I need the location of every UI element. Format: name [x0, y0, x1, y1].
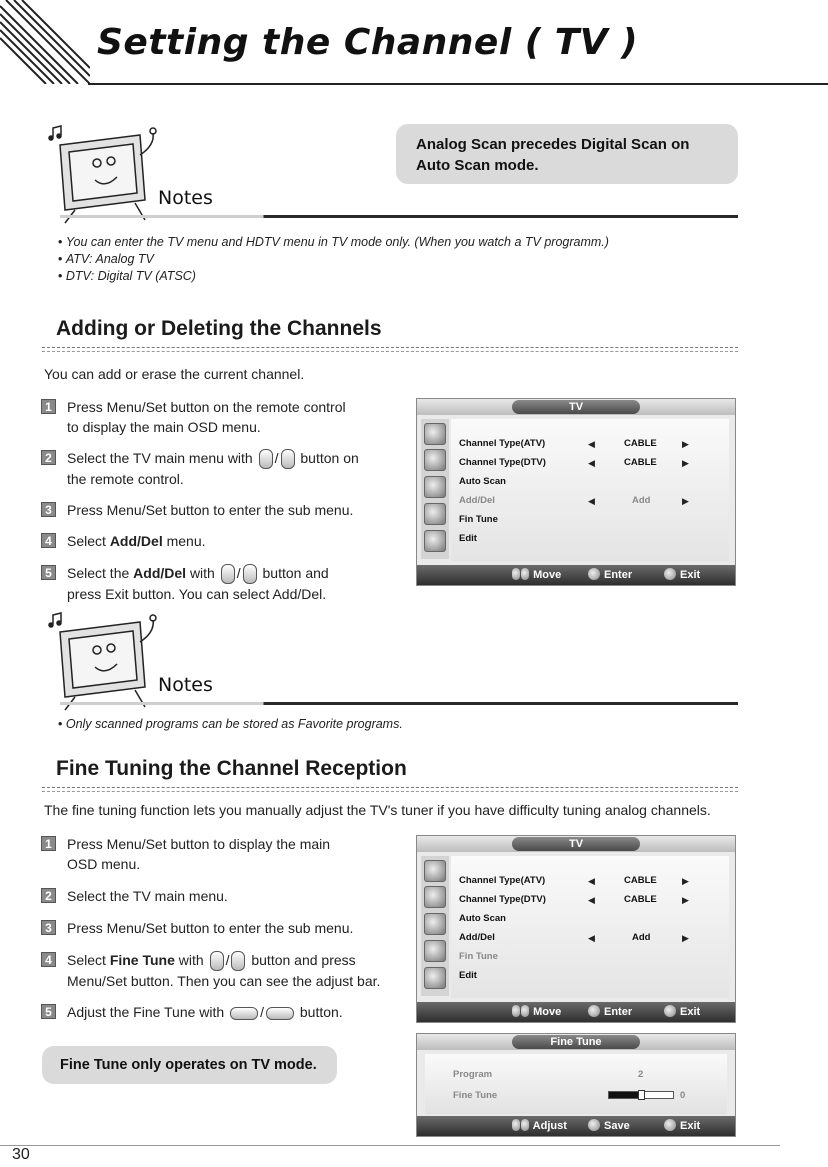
osd-row-fine-tune[interactable]: Fin Tune	[459, 951, 498, 962]
setup-menu-icon[interactable]	[424, 476, 446, 498]
right-arrow-icon: ▶	[682, 876, 689, 886]
header-rule	[88, 83, 828, 85]
step-number: 5	[41, 565, 56, 580]
step-text: Select the TV main menu.	[67, 888, 228, 904]
step-text: Select the TV main menu with	[67, 450, 253, 466]
sound-menu-icon[interactable]	[424, 886, 446, 908]
notes-bullets	[58, 234, 609, 285]
left-arrow-icon: ◀	[588, 458, 595, 468]
osd-row-channel-type-atv[interactable]: Channel Type(ATV)	[459, 875, 546, 886]
tv-mascot-illustration	[45, 125, 245, 225]
step-text: Press Menu/Set button on the remote control	[67, 399, 346, 415]
osd-value: Add	[632, 932, 651, 943]
osd-menu-body	[451, 419, 729, 561]
step-text: Adjust the Fine Tune with	[67, 1004, 225, 1020]
notes-label: Notes	[158, 187, 213, 209]
osd-footer-move: Move	[512, 568, 561, 581]
osd-footer	[417, 1116, 735, 1136]
osd-footer	[417, 565, 735, 585]
osd-row-fine-tune[interactable]: Fin Tune	[459, 514, 498, 525]
notes-divider	[60, 702, 738, 705]
tv-osd-menu	[416, 398, 736, 586]
fine-tune-value: 0	[680, 1090, 686, 1101]
step-text: with	[178, 952, 204, 968]
osd-tab: TV	[512, 400, 640, 414]
step-item	[41, 397, 381, 437]
left-arrow-icon: ◀	[588, 439, 595, 449]
step-text: Menu/Set button. Then you can see the adjust bar.	[67, 973, 381, 990]
step-number: 2	[41, 450, 56, 465]
down-button-icon	[231, 951, 245, 971]
fine-tune-body	[425, 1054, 727, 1114]
step-item	[41, 500, 381, 520]
page-title: Setting the Channel ( TV )	[97, 22, 639, 63]
picture-menu-icon[interactable]	[424, 423, 446, 445]
right-arrow-icon: ▶	[682, 458, 689, 468]
step-text: button.	[299, 1004, 343, 1020]
step-number: 2	[41, 888, 56, 903]
osd-row-channel-type-atv[interactable]: Channel Type(ATV)	[459, 438, 546, 449]
fine-tune-slider[interactable]	[608, 1091, 674, 1099]
step-number: 5	[41, 1004, 56, 1019]
osd-footer-enter: Enter	[588, 1005, 632, 1018]
osd-row-channel-type-dtv[interactable]: Channel Type(DTV)	[459, 457, 546, 468]
tv-mascot-illustration	[45, 612, 245, 712]
left-button-icon	[230, 1007, 258, 1020]
step-text: Press Menu/Set button to enter the sub menu.	[67, 920, 354, 936]
time-menu-icon[interactable]	[424, 940, 446, 962]
left-arrow-icon: ◀	[588, 933, 595, 943]
osd-value: CABLE	[624, 438, 657, 449]
osd-row-edit[interactable]: Edit	[459, 970, 477, 981]
fine-tune-slider-knob[interactable]	[638, 1090, 645, 1100]
osd-tab: TV	[512, 837, 640, 851]
osd-footer-save: Save	[588, 1119, 630, 1132]
osd-row-auto-scan[interactable]: Auto Scan	[459, 913, 506, 924]
osd-footer-move: Move	[512, 1005, 561, 1018]
step-bold-term: Add/Del	[109, 533, 163, 549]
footer-rule	[0, 1145, 780, 1146]
step-item	[41, 918, 391, 938]
step-separator: /	[274, 450, 279, 466]
osd-tab: Fine Tune	[512, 1035, 640, 1049]
osd-icon-column	[421, 856, 449, 996]
section-divider	[42, 347, 738, 352]
step-text: button and	[262, 565, 329, 581]
right-button-icon	[266, 1007, 294, 1020]
notes-callout: Analog Scan precedes Digital Scan on Auto Scan mode.	[396, 124, 738, 184]
left-arrow-icon: ◀	[588, 895, 595, 905]
section-intro: The fine tuning function lets you manually adjust the TV's tuner if you have difficulty tuning analog channels.	[44, 802, 711, 818]
fine-tune-callout: Fine Tune only operates on TV mode.	[42, 1046, 337, 1084]
step-text: Select	[67, 952, 106, 968]
step-separator: /	[236, 565, 241, 581]
step-separator: /	[225, 952, 230, 968]
note-bullet: • ATV: Analog TV	[58, 251, 609, 268]
step-number: 3	[41, 920, 56, 935]
osd-value: Add	[632, 495, 651, 506]
step-item	[41, 531, 381, 551]
osd-footer-exit: Exit	[664, 1005, 700, 1018]
osd-row-edit[interactable]: Edit	[459, 533, 477, 544]
step-text: Select the	[67, 565, 130, 581]
step-text: with	[189, 565, 215, 581]
osd-menu-body	[451, 856, 729, 998]
section-title-add-delete: Adding or Deleting the Channels	[56, 317, 382, 340]
program-value: 2	[638, 1069, 644, 1080]
step-text: to display the main OSD menu.	[67, 419, 261, 435]
program-label: Program	[453, 1069, 493, 1080]
osd-value: CABLE	[624, 457, 657, 468]
osd-title-bar	[417, 836, 735, 852]
header-hatch-decoration	[0, 0, 90, 84]
step-number: 4	[41, 533, 56, 548]
osd-row-add-del[interactable]: Add/Del	[459, 932, 495, 943]
osd-footer-enter: Enter	[588, 568, 632, 581]
osd-row-add-del[interactable]: Add/Del	[459, 495, 495, 506]
step-text: Press Menu/Set button to enter the sub menu.	[67, 502, 354, 518]
tv-menu-icon[interactable]	[424, 967, 446, 989]
step-number: 3	[41, 502, 56, 517]
left-arrow-icon: ◀	[588, 496, 595, 506]
up-button-icon	[221, 564, 235, 584]
step-bold-term: Fine Tune	[109, 952, 175, 968]
step-item	[41, 950, 391, 990]
osd-title-bar	[417, 1034, 735, 1050]
picture-menu-icon[interactable]	[424, 860, 446, 882]
setup-menu-icon[interactable]	[424, 913, 446, 935]
osd-icon-column	[421, 419, 449, 559]
tv-menu-icon[interactable]	[424, 530, 446, 552]
step-separator: /	[260, 1004, 264, 1020]
step-number: 1	[41, 836, 56, 851]
step-text: OSD menu.	[67, 856, 141, 872]
fine-tune-slider-fill	[609, 1092, 641, 1098]
step-text: Press Menu/Set button to display the main	[67, 836, 331, 852]
note-bullet: • DTV: Digital TV (ATSC)	[58, 268, 609, 285]
up-button-icon	[210, 951, 224, 971]
osd-footer-exit: Exit	[664, 568, 700, 581]
step-text: press Exit button. You can select Add/Del.	[67, 586, 327, 603]
step-item	[41, 1002, 391, 1022]
section-divider	[42, 787, 738, 792]
fine-tune-osd	[416, 1033, 736, 1137]
step-text: Select	[67, 533, 106, 549]
osd-title-bar	[417, 399, 735, 415]
osd-value: CABLE	[624, 875, 657, 886]
step-text: button on	[300, 450, 359, 466]
step-text: button and press	[251, 952, 356, 968]
step-item	[41, 886, 391, 906]
osd-row-auto-scan[interactable]: Auto Scan	[459, 476, 506, 487]
step-item	[41, 563, 381, 603]
down-button-icon	[281, 449, 295, 469]
osd-row-channel-type-dtv[interactable]: Channel Type(DTV)	[459, 894, 546, 905]
notes-divider	[60, 215, 738, 218]
tv-osd-menu	[416, 835, 736, 1023]
right-arrow-icon: ▶	[682, 439, 689, 449]
right-arrow-icon: ▶	[682, 496, 689, 506]
sound-menu-icon[interactable]	[424, 449, 446, 471]
step-text: the remote control.	[67, 471, 184, 488]
note-bullet: • You can enter the TV menu and HDTV menu in TV mode only. (When you watch a TV programm.)	[58, 234, 609, 251]
step-item	[41, 448, 381, 488]
step-number: 4	[41, 952, 56, 967]
notes-bullets	[58, 716, 403, 733]
osd-footer-exit: Exit	[664, 1119, 700, 1132]
note-bullet: • Only scanned programs can be stored as Favorite programs.	[58, 716, 403, 733]
right-arrow-icon: ▶	[682, 933, 689, 943]
osd-value: CABLE	[624, 894, 657, 905]
step-number: 1	[41, 399, 56, 414]
notes-label: Notes	[158, 674, 213, 696]
down-button-icon	[243, 564, 257, 584]
right-arrow-icon: ▶	[682, 895, 689, 905]
up-button-icon	[259, 449, 273, 469]
step-item	[41, 834, 391, 874]
step-text: menu.	[166, 533, 206, 549]
osd-footer-adjust: Adjust	[512, 1119, 567, 1132]
section-title-fine-tuning: Fine Tuning the Channel Reception	[56, 757, 407, 780]
page-number: 30	[12, 1146, 30, 1163]
fine-tune-label: Fine Tune	[453, 1090, 498, 1101]
time-menu-icon[interactable]	[424, 503, 446, 525]
osd-footer	[417, 1002, 735, 1022]
step-bold-term: Add/Del	[133, 565, 187, 581]
left-arrow-icon: ◀	[588, 876, 595, 886]
section-intro: You can add or erase the current channel.	[44, 366, 305, 382]
